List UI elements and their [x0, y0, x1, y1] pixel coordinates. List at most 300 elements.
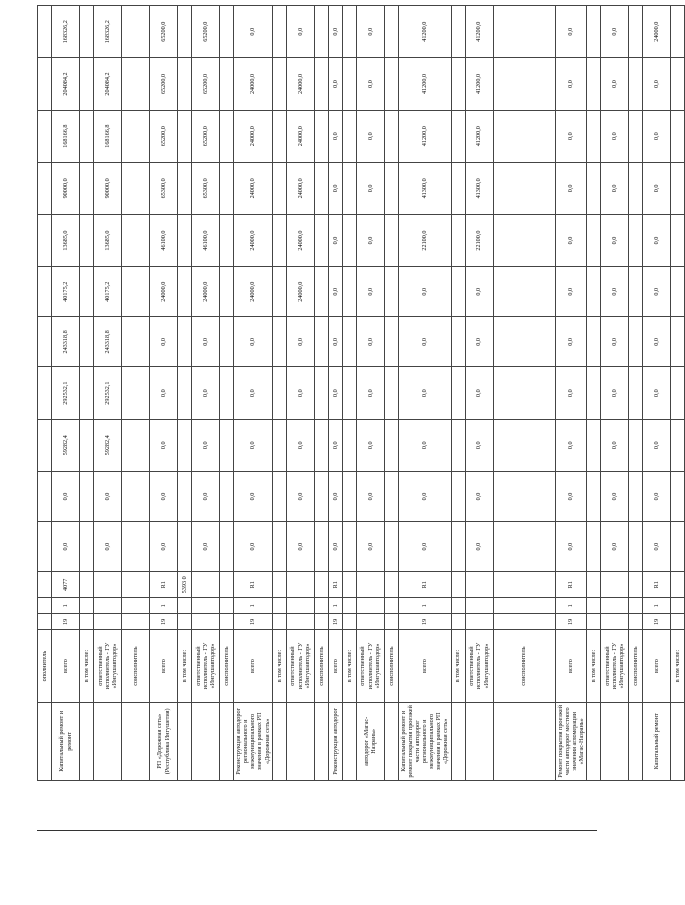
amount-cell: 0,0: [328, 162, 342, 214]
amount-cell: [314, 367, 328, 419]
amount-cell: [38, 58, 52, 110]
table-row: [451, 6, 465, 781]
measure-name-cell: Капитальный ремонт: [643, 702, 671, 780]
code-pp-cell: [286, 598, 314, 614]
code-gp-cell: 19: [555, 614, 587, 630]
executor-type-cell: всего: [328, 630, 342, 702]
amount-cell: [314, 317, 328, 367]
amount-cell: 24000,0: [192, 267, 220, 317]
code-gp-cell: [94, 614, 122, 630]
amount-cell: 0,0: [94, 522, 122, 572]
amount-cell: 24000,0: [234, 110, 273, 162]
amount-cell: [671, 214, 685, 266]
code-cs-cell: [122, 572, 150, 598]
amount-cell: 46100,0: [150, 214, 178, 266]
amount-cell: 0,0: [356, 214, 384, 266]
amount-cell: [629, 162, 643, 214]
amount-cell: 0,0: [555, 367, 587, 419]
amount-cell: [384, 522, 398, 572]
code-cs-cell: [38, 572, 52, 598]
amount-cell: 0,0: [328, 522, 342, 572]
measure-name-cell: Ремонт покрытия проезжей части автодорог местного значения агломерации «Магас-Назрань»: [555, 702, 587, 780]
table-row: [587, 6, 601, 781]
measure-name-cell: [601, 702, 629, 780]
amount-cell: 0,0: [356, 367, 384, 419]
amount-cell: [451, 419, 465, 471]
code-pp-cell: [178, 598, 192, 614]
table-row: [493, 6, 555, 781]
measure-name-cell: Реконструкция автодорог регионального и межмуниципального значения в рамках РП «Дорожная сеть»: [234, 702, 273, 780]
amount-cell: [342, 522, 356, 572]
code-gp-cell: 19: [150, 614, 178, 630]
amount-cell: [220, 110, 234, 162]
code-gp-cell: [314, 614, 328, 630]
code-pp-cell: [671, 598, 685, 614]
code-pp-cell: [451, 598, 465, 614]
code-gp-cell: 19: [643, 614, 671, 630]
executor-type-cell: всего: [643, 630, 671, 702]
table-row: [555, 6, 587, 781]
code-cs-cell: [80, 572, 94, 598]
amount-cell: [451, 162, 465, 214]
amount-cell: [587, 419, 601, 471]
measure-name-cell: [122, 702, 150, 780]
amount-cell: 65300,0: [192, 162, 220, 214]
amount-cell: 0,0: [398, 471, 451, 521]
amount-cell: [122, 162, 150, 214]
table-row: [80, 6, 94, 781]
code-cs-cell: [94, 572, 122, 598]
amount-cell: 243318,8: [52, 317, 80, 367]
amount-cell: 0,0: [398, 317, 451, 367]
amount-cell: [122, 110, 150, 162]
amount-cell: 0,0: [286, 471, 314, 521]
amount-cell: [38, 367, 52, 419]
amount-cell: 0,0: [601, 267, 629, 317]
amount-cell: [587, 110, 601, 162]
amount-cell: 0,0: [643, 367, 671, 419]
amount-cell: 0,0: [286, 522, 314, 572]
amount-cell: 0,0: [555, 419, 587, 471]
amount-cell: 40175,2: [52, 267, 80, 317]
amount-cell: 0,0: [398, 522, 451, 572]
executor-type-cell: соисполнитель: [122, 630, 150, 702]
amount-cell: [493, 317, 555, 367]
measure-name-cell: [493, 702, 555, 780]
amount-cell: 0,0: [192, 419, 220, 471]
amount-cell: [587, 58, 601, 110]
amount-cell: 40175,2: [94, 267, 122, 317]
amount-cell: [342, 419, 356, 471]
amount-cell: [629, 6, 643, 58]
code-cs-cell: [342, 572, 356, 598]
amount-cell: [122, 419, 150, 471]
executor-type-cell: всего: [234, 630, 273, 702]
amount-cell: [80, 471, 94, 521]
amount-cell: 0,0: [356, 317, 384, 367]
amount-cell: [342, 317, 356, 367]
amount-cell: [671, 110, 685, 162]
amount-cell: 0,0: [328, 367, 342, 419]
amount-cell: [122, 58, 150, 110]
code-cs-cell: [493, 572, 555, 598]
amount-cell: 0,0: [150, 419, 178, 471]
code-pp-cell: [465, 598, 493, 614]
code-gp-cell: [122, 614, 150, 630]
amount-cell: 0,0: [328, 110, 342, 162]
amount-cell: 22100,0: [465, 214, 493, 266]
amount-cell: [220, 522, 234, 572]
amount-cell: 0,0: [356, 58, 384, 110]
amount-cell: 0,0: [286, 419, 314, 471]
amount-cell: 65200,0: [192, 110, 220, 162]
measure-name-cell: [342, 702, 356, 780]
budget-table: [37, 5, 685, 781]
amount-cell: [178, 162, 192, 214]
measure-name-cell: автодорог «Магас-Назрань»: [356, 702, 384, 780]
amount-cell: [587, 162, 601, 214]
amount-cell: 22100,0: [398, 214, 451, 266]
table-row: [629, 6, 643, 781]
amount-cell: [671, 267, 685, 317]
amount-cell: 0,0: [465, 419, 493, 471]
amount-cell: 0,0: [601, 214, 629, 266]
amount-cell: 65200,0: [150, 110, 178, 162]
amount-cell: [178, 267, 192, 317]
amount-cell: [629, 58, 643, 110]
amount-cell: 24000,0: [286, 214, 314, 266]
code-gp-cell: [272, 614, 286, 630]
amount-cell: [451, 6, 465, 58]
executor-type-cell: ополнитель: [38, 630, 52, 702]
amount-cell: [272, 419, 286, 471]
code-gp-cell: [587, 614, 601, 630]
amount-cell: [587, 471, 601, 521]
amount-cell: 0,0: [643, 162, 671, 214]
amount-cell: 0,0: [328, 6, 342, 58]
amount-cell: [493, 267, 555, 317]
code-pp-cell: [80, 598, 94, 614]
amount-cell: 0,0: [356, 6, 384, 58]
amount-cell: [178, 367, 192, 419]
amount-cell: 292532,1: [52, 367, 80, 419]
code-cs-cell: [629, 572, 643, 598]
amount-cell: 0,0: [555, 214, 587, 266]
amount-cell: [178, 317, 192, 367]
amount-cell: 0,0: [286, 6, 314, 58]
amount-cell: [314, 110, 328, 162]
executor-type-cell: в том числе:: [80, 630, 94, 702]
executor-type-cell: соисполнитель: [384, 630, 398, 702]
amount-cell: 0,0: [234, 419, 273, 471]
amount-cell: [629, 110, 643, 162]
amount-cell: [122, 214, 150, 266]
code-pp-cell: [38, 598, 52, 614]
amount-cell: 90000,0: [52, 162, 80, 214]
code-cs-cell: [671, 572, 685, 598]
executor-type-cell: ответственный исполнитель - ГУ «Ингушавтодор»: [94, 630, 122, 702]
measure-name-cell: [80, 702, 94, 780]
amount-cell: [493, 522, 555, 572]
amount-cell: [587, 522, 601, 572]
amount-cell: [493, 162, 555, 214]
amount-cell: [384, 471, 398, 521]
code-pp-cell: [587, 598, 601, 614]
table-row: [356, 6, 384, 781]
code-pp-cell: 1: [555, 598, 587, 614]
amount-cell: 168326,2: [52, 6, 80, 58]
amount-cell: [384, 267, 398, 317]
amount-cell: [587, 317, 601, 367]
amount-cell: [342, 162, 356, 214]
measure-name-cell: [178, 702, 192, 780]
amount-cell: [451, 267, 465, 317]
amount-cell: 41200,0: [465, 6, 493, 58]
amount-cell: [272, 58, 286, 110]
amount-cell: [80, 267, 94, 317]
amount-cell: 0,0: [234, 6, 273, 58]
amount-cell: [671, 471, 685, 521]
measure-name-cell: [587, 702, 601, 780]
code-gp-cell: [465, 614, 493, 630]
amount-cell: [342, 110, 356, 162]
amount-cell: 243318,8: [94, 317, 122, 367]
code-gp-cell: [342, 614, 356, 630]
amount-cell: [80, 110, 94, 162]
amount-cell: 0,0: [643, 267, 671, 317]
amount-cell: 24000,0: [234, 58, 273, 110]
amount-cell: 0,0: [234, 317, 273, 367]
amount-cell: [220, 367, 234, 419]
amount-cell: [122, 317, 150, 367]
amount-cell: 0,0: [398, 367, 451, 419]
amount-cell: [220, 471, 234, 521]
amount-cell: [178, 471, 192, 521]
amount-cell: [629, 267, 643, 317]
amount-cell: 0,0: [150, 317, 178, 367]
amount-cell: [671, 419, 685, 471]
amount-cell: [342, 58, 356, 110]
amount-cell: 65200,0: [150, 58, 178, 110]
amount-cell: 0,0: [192, 522, 220, 572]
amount-cell: 0,0: [465, 471, 493, 521]
amount-cell: [451, 471, 465, 521]
amount-cell: 24000,0: [234, 162, 273, 214]
amount-cell: 0,0: [601, 419, 629, 471]
amount-cell: 0,0: [555, 267, 587, 317]
code-cs-cell: [286, 572, 314, 598]
amount-cell: [314, 522, 328, 572]
amount-cell: [493, 471, 555, 521]
amount-cell: [384, 317, 398, 367]
amount-cell: 0,0: [643, 58, 671, 110]
amount-cell: 41200,0: [398, 6, 451, 58]
amount-cell: 0,0: [94, 471, 122, 521]
amount-cell: [629, 317, 643, 367]
code-pp-cell: 1: [150, 598, 178, 614]
table-row: [192, 6, 220, 781]
amount-cell: 59282,4: [52, 419, 80, 471]
amount-cell: [671, 317, 685, 367]
amount-cell: 0,0: [234, 522, 273, 572]
executor-type-cell: в том числе:: [451, 630, 465, 702]
amount-cell: 0,0: [601, 367, 629, 419]
amount-cell: [80, 58, 94, 110]
amount-cell: 0,0: [643, 471, 671, 521]
amount-cell: 65200,0: [192, 6, 220, 58]
code-pp-cell: 1: [328, 598, 342, 614]
measure-name-cell: [629, 702, 643, 780]
code-cs-cell: [451, 572, 465, 598]
amount-cell: 24000,0: [234, 267, 273, 317]
code-pp-cell: [493, 598, 555, 614]
code-cs-cell: [192, 572, 220, 598]
code-gp-cell: [451, 614, 465, 630]
amount-cell: [314, 162, 328, 214]
executor-type-cell: всего: [555, 630, 587, 702]
amount-cell: [272, 110, 286, 162]
code-pp-cell: [314, 598, 328, 614]
amount-cell: [178, 419, 192, 471]
code-pp-cell: [220, 598, 234, 614]
table-row: [671, 6, 685, 781]
executor-type-cell: ответственный исполнитель - ГУ «Ингушавтодор»: [356, 630, 384, 702]
amount-cell: 0,0: [328, 419, 342, 471]
amount-cell: [220, 317, 234, 367]
measure-name-cell: [286, 702, 314, 780]
amount-cell: 24000,0: [286, 267, 314, 317]
amount-cell: [122, 471, 150, 521]
code-gp-cell: [629, 614, 643, 630]
amount-cell: 292532,1: [94, 367, 122, 419]
amount-cell: [342, 267, 356, 317]
table-row: [601, 6, 629, 781]
amount-cell: 0,0: [555, 317, 587, 367]
amount-cell: [671, 58, 685, 110]
amount-cell: [38, 471, 52, 521]
amount-cell: [272, 317, 286, 367]
amount-cell: [384, 367, 398, 419]
amount-cell: [178, 522, 192, 572]
amount-cell: [178, 6, 192, 58]
executor-type-cell: в том числе:: [671, 630, 685, 702]
amount-cell: 204084,2: [52, 58, 80, 110]
measure-name-cell: [94, 702, 122, 780]
amount-cell: [587, 6, 601, 58]
amount-cell: 0,0: [601, 471, 629, 521]
table-row: [465, 6, 493, 781]
amount-cell: [342, 471, 356, 521]
code-gp-cell: 19: [234, 614, 273, 630]
amount-cell: [314, 471, 328, 521]
code-cs-cell: [314, 572, 328, 598]
amount-cell: 0,0: [286, 317, 314, 367]
amount-cell: 0,0: [555, 522, 587, 572]
executor-type-cell: всего: [398, 630, 451, 702]
code-pp-cell: 1: [52, 598, 80, 614]
amount-cell: [80, 419, 94, 471]
amount-cell: [493, 6, 555, 58]
amount-cell: [272, 367, 286, 419]
amount-cell: 65200,0: [150, 6, 178, 58]
amount-cell: [384, 214, 398, 266]
amount-cell: 41200,0: [398, 110, 451, 162]
amount-cell: 24000,0: [286, 110, 314, 162]
amount-cell: 0,0: [643, 110, 671, 162]
amount-cell: 0,0: [555, 162, 587, 214]
amount-cell: [122, 522, 150, 572]
code-pp-cell: 1: [643, 598, 671, 614]
amount-cell: 41200,0: [398, 58, 451, 110]
table-row: [234, 6, 273, 781]
amount-cell: [80, 317, 94, 367]
amount-cell: 0,0: [601, 6, 629, 58]
amount-cell: [38, 162, 52, 214]
amount-cell: 0,0: [150, 522, 178, 572]
executor-type-cell: в том числе:: [178, 630, 192, 702]
amount-cell: 0,0: [52, 471, 80, 521]
amount-cell: [384, 58, 398, 110]
code-cs-cell: R1: [150, 572, 178, 598]
amount-cell: 0,0: [328, 214, 342, 266]
amount-cell: [38, 522, 52, 572]
amount-cell: [384, 6, 398, 58]
code-gp-cell: 19: [398, 614, 451, 630]
code-gp-cell: [384, 614, 398, 630]
executor-type-cell: в том числе:: [342, 630, 356, 702]
code-gp-cell: [286, 614, 314, 630]
amount-cell: 13685,0: [94, 214, 122, 266]
amount-cell: 41300,0: [465, 162, 493, 214]
measure-name-cell: [192, 702, 220, 780]
measure-name-cell: РП «Дорожная сеть» (Республика Ингушетия): [150, 702, 178, 780]
amount-cell: [384, 110, 398, 162]
amount-cell: [38, 110, 52, 162]
amount-cell: 0,0: [398, 267, 451, 317]
amount-cell: 0,0: [356, 419, 384, 471]
amount-cell: 0,0: [328, 267, 342, 317]
table-row: [150, 6, 178, 781]
code-gp-cell: [356, 614, 384, 630]
amount-cell: [451, 317, 465, 367]
amount-cell: [38, 6, 52, 58]
amount-cell: 0,0: [192, 471, 220, 521]
code-gp-cell: [493, 614, 555, 630]
page-divider-line: [37, 830, 597, 831]
code-gp-cell: [220, 614, 234, 630]
amount-cell: 0,0: [465, 367, 493, 419]
code-gp-cell: 19: [328, 614, 342, 630]
amount-cell: [587, 214, 601, 266]
amount-cell: [671, 162, 685, 214]
executor-type-cell: ответственный исполнитель - ГУ «Ингушавтодор»: [465, 630, 493, 702]
code-cs-cell: [220, 572, 234, 598]
amount-cell: [587, 367, 601, 419]
amount-cell: [451, 367, 465, 419]
amount-cell: 65200,0: [192, 58, 220, 110]
amount-cell: [122, 267, 150, 317]
table-row: [314, 6, 328, 781]
code-gp-cell: [192, 614, 220, 630]
table-row: [342, 6, 356, 781]
amount-cell: 168166,8: [94, 110, 122, 162]
amount-cell: [80, 522, 94, 572]
amount-cell: [220, 162, 234, 214]
amount-cell: 24000,0: [150, 267, 178, 317]
measure-name-cell: [384, 702, 398, 780]
table-row: [178, 6, 192, 781]
measure-name-cell: Капитальный ремонт и ремонт покрытия проезжей части автодорог регионального и межмуниципального значения в рамках РП «Дорожная сеть»: [398, 702, 451, 780]
